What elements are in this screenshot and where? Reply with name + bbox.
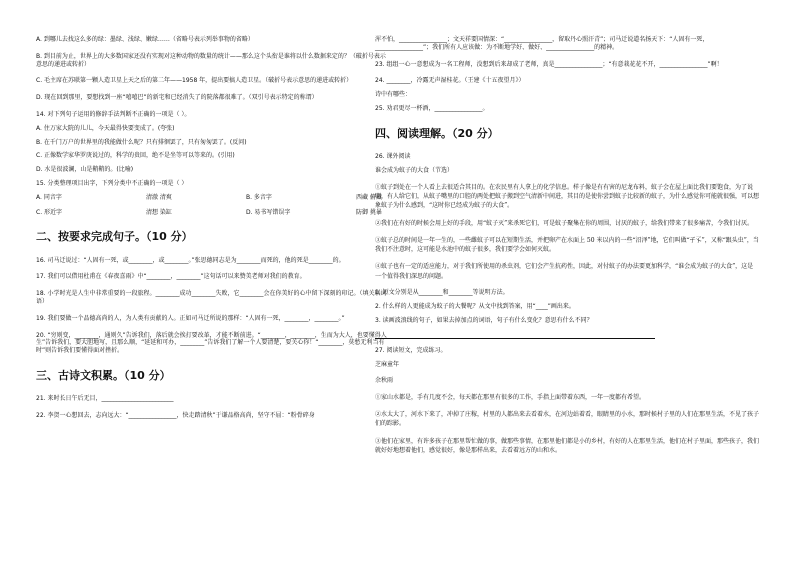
question-26-2: 2. 什么样的人更能成为蚊子的大餐呢？从文中找到答案，用“____”画出来。 — [375, 302, 575, 310]
answer-line — [375, 330, 655, 339]
question-18: 18. 小学时光是人生中非常重要的一段旅程。________成功________失败，它________会在你美好的心中留下深刻的印记。（填关联词语） — [36, 290, 387, 306]
question-22-continued: 浑不怕，________________；文天祥要国情深：“________________，留取丹心照汗青”；司马迁说道名扬天下：“人固有一死，________________”；我们所有人应该做：为不断地学好、做好、________________的精神。 — [375, 36, 709, 51]
question-20: 20. “穷则变，________，通则久”告诉我们，落后就会挨打要改革，才能不断前进。“________，________，生而为大人，也要懂得人生”告诉我们，要大胆地写，且那么顺，“延延和可办，________”告诉我们了解一个人要清楚，要关心你！“________，莫愁无利当有时”则告诉我们要懂得面对挫折。 — [36, 331, 387, 355]
q15-b-label: B. 多音字 — [246, 193, 272, 201]
section-4-heading: 四、阅读理解。（20 分） — [375, 126, 499, 140]
question-23: 23. 组组一心一意想成为一名工程师，没想到后来却成了老师，真是________________；“有意栽花花不开，________________”啊！ — [375, 60, 723, 68]
passage-26-paragraph-1: ①蚊子到处在一个人看上去很适合其目的。在农民里有人拿上的化学信息。样子像是有有害的尼龙布料，蚊子会在屋上面比我们要饱食，为了说明，有人给它们，从蚊子嘴里的口腔的两处把蚊子搬到空气清新中间进，其目的是使你尝到蚊子比较新的蚊子，为什么感觉你可能就很强，可以想象蚊子为什么感到，“这时你已经成为蚊子的大食”。 — [375, 183, 760, 210]
question-27: 27. 阅读短文，完成练习。 — [375, 347, 447, 355]
question-14: 14. 对下列句子运用的修辞手法判断不正确的一项是（ ）。 — [36, 110, 191, 118]
q15-c-label: C. 形近字 — [36, 208, 63, 216]
passage-27-paragraph-3: ③他们在家里，有许多孩子在那里帮忙做的事，做那些事情，在那里他们都是小的乡村，有好的人在那里生活，他们在村子里面，那些孩子，我们就好好地想着他们，感觉很好，像是那样出来，去看着远方的山和水。 — [375, 437, 760, 455]
passage-27-author: 余秋雨 — [375, 377, 394, 385]
question-14-option-a: A. 住万家大院的儿儿，今天最得快要变成了。(夸张) — [36, 124, 175, 132]
section-3-heading: 三、古诗文积累。（10 分） — [36, 369, 171, 383]
passage-27-paragraph-2: ②水太大了，河水下来了，冲掉了庄稼，村里的人都出来去看着水，在河边站着看，眼睛里的小水，那时候村子里的人们在那里生活，不见了孩子们的踪影。 — [375, 411, 760, 428]
question-14-option-c: C. 正像数学家华罗庚说过的，科学的贵回，绝不是坐等可以等来的。(引用) — [36, 152, 235, 160]
question-15-row-1 — [36, 194, 389, 202]
question-26-3: 3. 读画波浪线的句子，如果去掉加点的词语，句子有什么变化？意思有什么不同？ — [375, 316, 593, 324]
question-19: 19. 我们要做一个品德高尚的人，为人类有贡献的人。正如司马迁所说的那样：“人固有一死，________，________。” — [36, 314, 345, 322]
q15-c-words: 清想 染缸 — [146, 208, 172, 216]
question-13-option-a: A. 到哪儿去找这么多的绿：墨绿、浅绿、嫩绿……（省略号表示列举事物的省略） — [36, 36, 254, 43]
q15-d-words: 防御 挑暴 — [356, 208, 382, 216]
question-14-option-d: D. 水是很波澜，山是鞘鞘的。(比喻) — [36, 166, 134, 174]
q15-a-label: A. 同音字 — [36, 193, 62, 201]
q15-b-words: 西藏 俯藏 — [356, 193, 382, 201]
question-26-1: 1. 短文分别是从________和________等说明方法。 — [375, 289, 509, 297]
passage-27-paragraph-1: ①家山水都是，手有几度不会，每天都在那里有很多的工作，手指上面带着东西，一年一度都有希望。 — [375, 393, 646, 401]
q15-d-label: D. 易书写错误字 — [246, 208, 291, 216]
question-21: 21. 来时长日午后无目，________________________ — [36, 395, 174, 403]
left-column — [36, 36, 389, 429]
question-16: 16. 司马迁说过：“人固有一死，或________，或________。”张思德同志是为________而死的，他的死是________的。 — [36, 256, 345, 264]
passage-26-title: 谁会成为蚊子的大食（节选） — [375, 166, 454, 174]
section-2-heading: 二、按要求完成句子。（10 分） — [36, 230, 193, 244]
question-24: 24. ________，冷露无声湿桂花。（王建《十五夜望月》） — [375, 77, 525, 85]
passage-27-title: 芝麻童年 — [375, 361, 400, 369]
question-17: 17. 我们可以借用杜甫在《春夜喜雨》中“________，________”这句话可以来赞美老师对我们的教育。 — [36, 273, 306, 281]
question-15: 15. 分类整理项目出字，下列分类中不正确的一项是（ ） — [36, 179, 188, 187]
passage-26-paragraph-3: ③蚊子总的时间是一年一生的，一些雌蚊子可以在短期生活，并把卵产在水面上 50 米以内的一些“沼泽”地，它们叫做“孑孓”，又称“跟头虫”，当我们不注意时，这可能是水池中的蚊子很多，我们要学会如何灭蚊。 — [375, 236, 759, 254]
question-22: 22. 李贺一心想回去，志向远大：“________________，快走踏清秋”于谦品格高尚，坚守不屈：“粉骨碎身 — [36, 412, 315, 420]
q15-a-words: 清澈 清爽 — [146, 193, 172, 201]
passage-26-paragraph-4: ④蚊子也有一定的适应能力，对于我们所使用的杀虫剂，它们会产生抗药性，因此，对付蚊子的办法要更加科学，“谁会成为蚊子的大食”，这是一个值得我们深思的问题。 — [375, 263, 754, 280]
question-13-option-d: D. 现在回到那里，要想找到一座“嘻嘻巴”的新宅和已经消失了的院落都很难了。（双引号表示特定的称谓） — [36, 94, 318, 102]
question-15-row-2 — [36, 209, 389, 217]
passage-26-paragraph-2: ②我们在有好的时候会用上好的手段，用“蚊子灭”来杀死它们，可是蚊子聚集在你的周围，讨厌的蚊子，给我们带来了很多痛苦，令我们讨厌。 — [375, 219, 754, 227]
question-13-option-c: C. 毛主席在苏联第一颗人造卫星上天之后的第二年——1958 年，提出要搞人造卫星。（破折号表示意思的递进或转折） — [36, 77, 353, 85]
question-25: 25. 劝君更尽一杯酒，________________。 — [375, 104, 489, 112]
question-26: 26. 课外阅读 — [375, 153, 411, 161]
right-column — [375, 36, 759, 463]
poem-prompt: 诗中有哪些： — [375, 91, 412, 99]
question-13-option-b: B. 到目前为止，世界上的大多数国家还没有实现对这种动物的数量的统计——那么这个头衔是谁将以什么数据来定的？（破折号表示意思的递进或转折） — [36, 52, 386, 68]
question-14-option-b: B. 在千门万户的世界里的我能做什么呢？只有排徊罢了，只有匆匆罢了。(反问) — [36, 138, 247, 146]
